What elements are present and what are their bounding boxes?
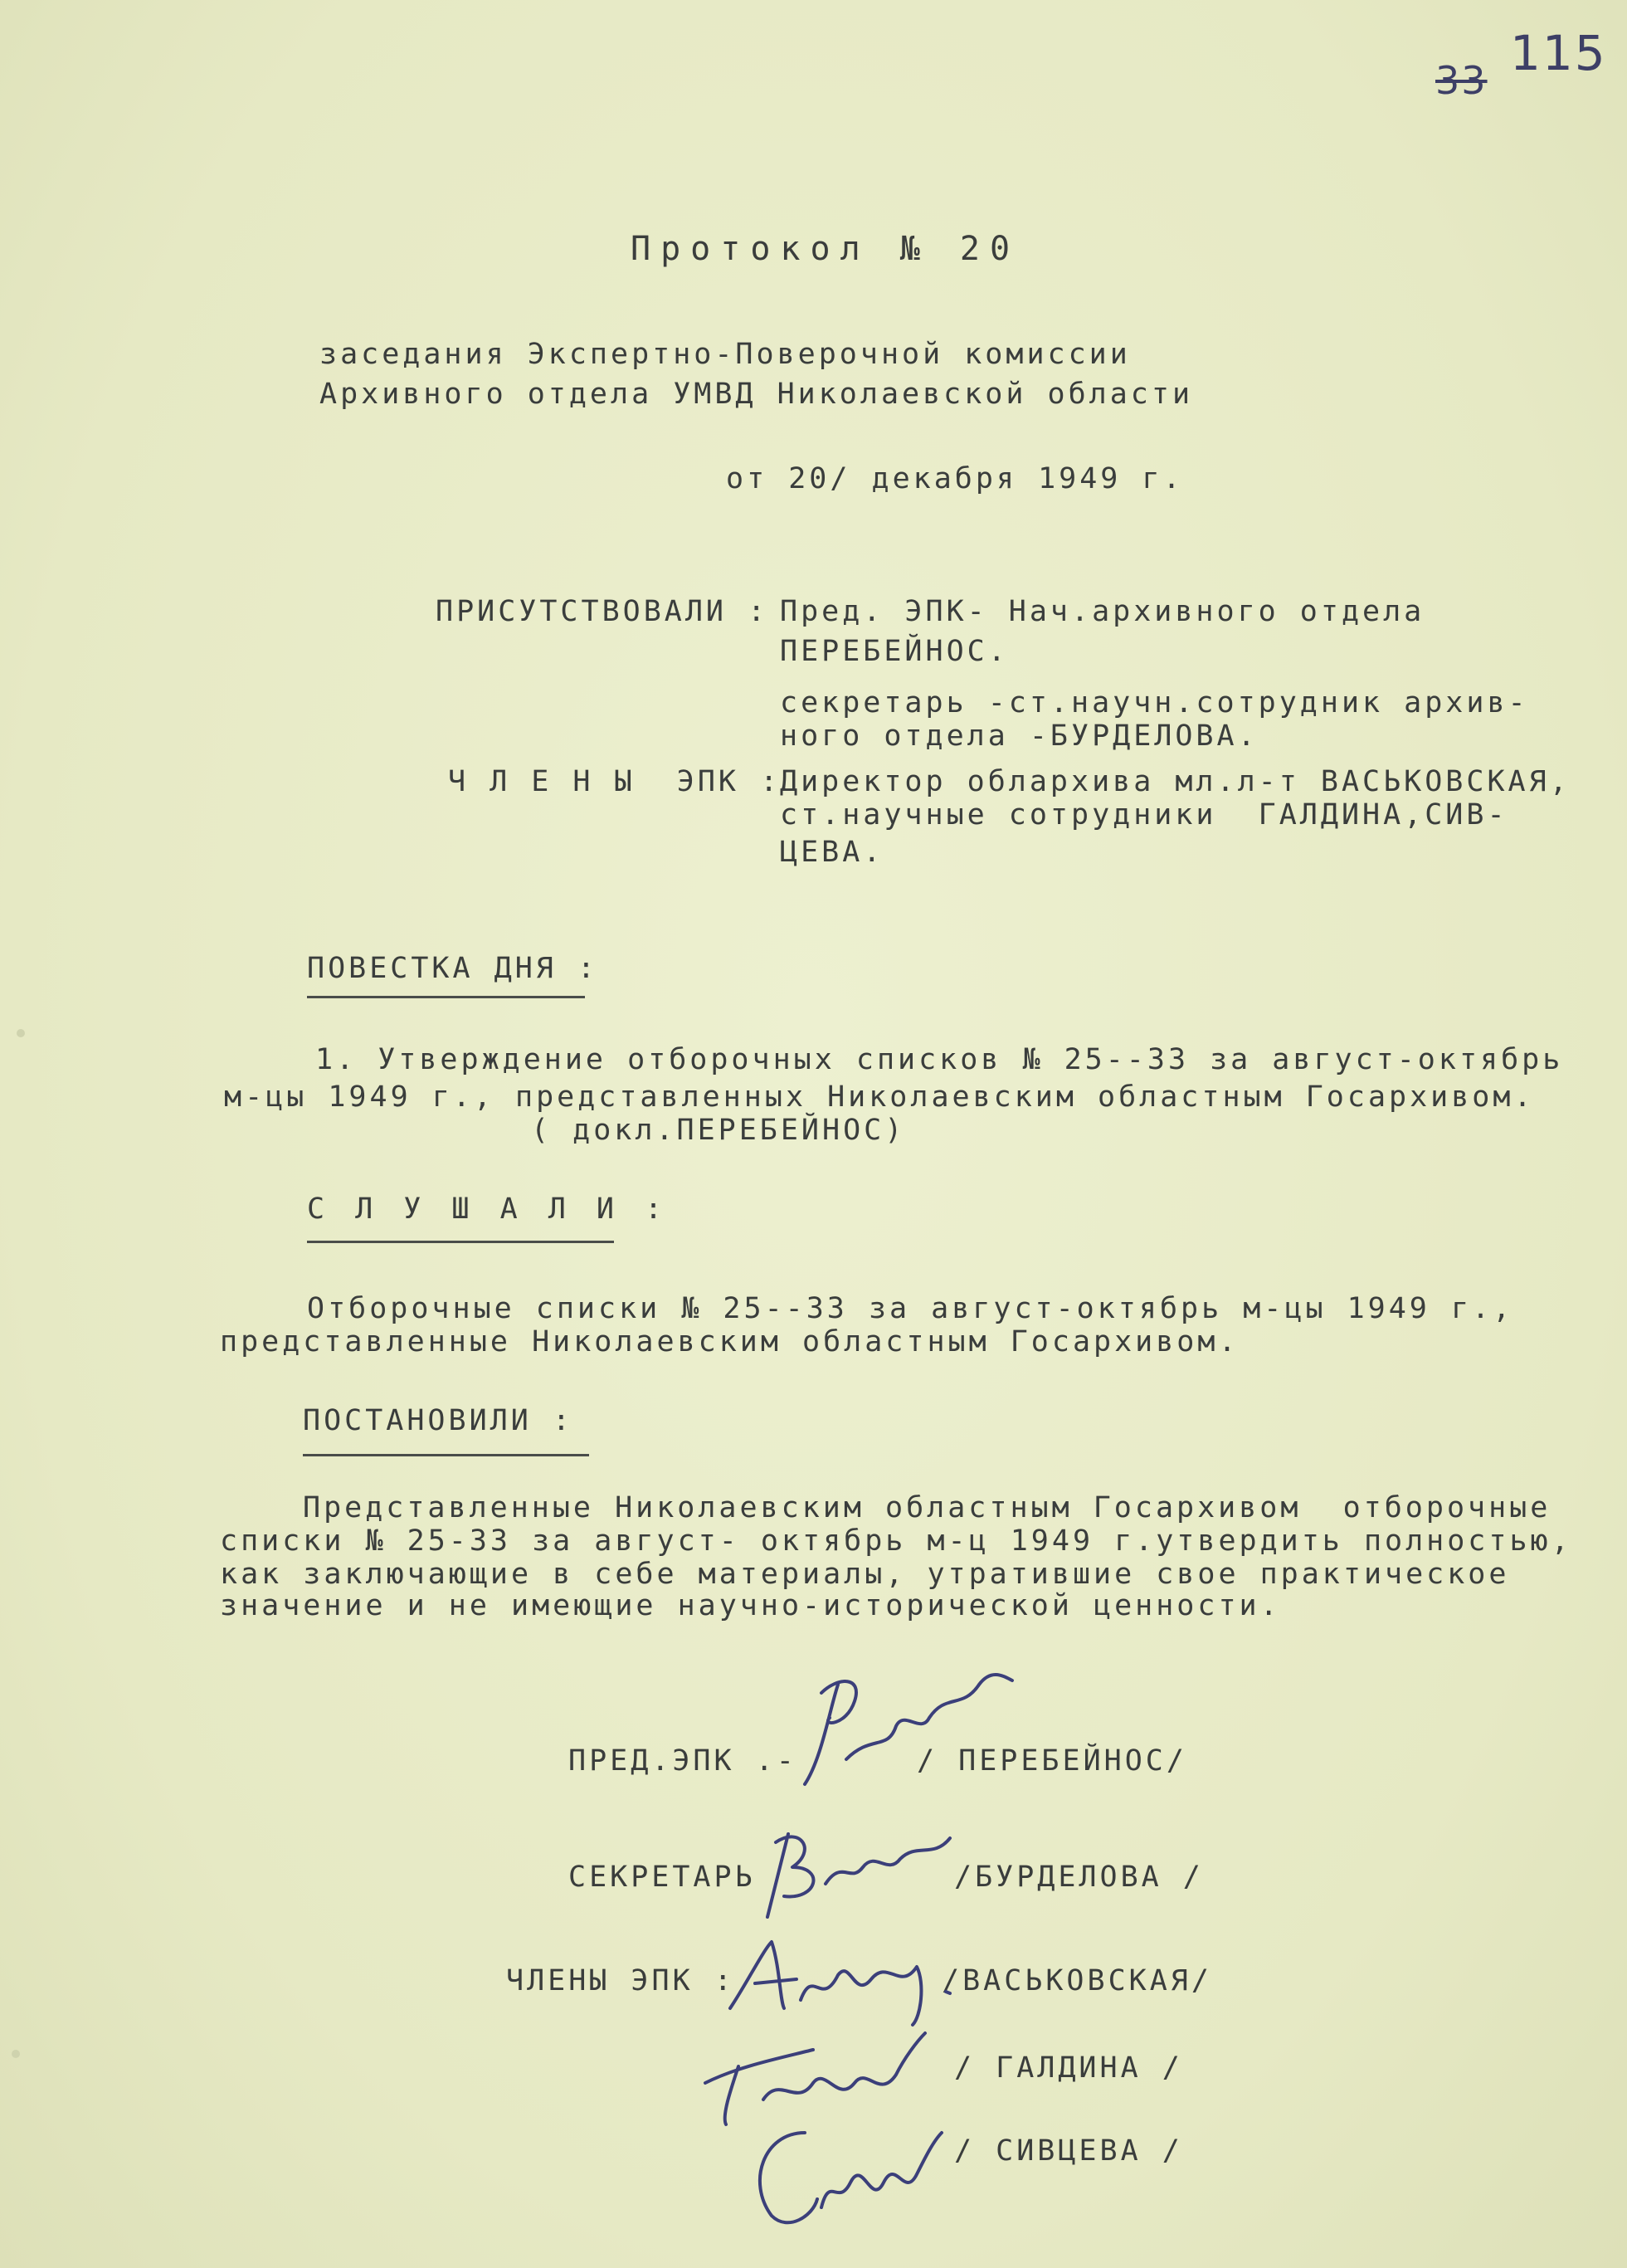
- resolved-line: значение и не имеющие научно-исторической ценности.: [220, 1589, 1281, 1622]
- resolved-underline: [303, 1454, 589, 1456]
- present-line: секретарь -ст.научн.сотрудник архив-: [780, 686, 1529, 719]
- signature-name: /ВАСЬКОВСКАЯ/: [942, 1964, 1212, 1997]
- document-date: от 20/ декабря 1949 г.: [726, 462, 1184, 495]
- signature-name: / СИВЦЕВА /: [954, 2134, 1183, 2168]
- handwritten-signature: [788, 1660, 1021, 1809]
- present-line: ПЕРЕБЕЙНОС.: [780, 635, 1009, 668]
- signature-name: / ГАЛДИНА /: [954, 2051, 1183, 2085]
- margin-mark: [12, 2050, 20, 2058]
- resolved-line: Представленные Николаевским областным Госархивом отборочные: [303, 1491, 1551, 1524]
- resolved-line: как заключающие в себе материалы, утратившие свое практическое: [220, 1558, 1510, 1591]
- members-line: Директор облархива мл.л-т ВАСЬКОВСКАЯ,: [780, 765, 1571, 798]
- present-line: ного отдела -БУРДЕЛОВА.: [780, 719, 1259, 753]
- agenda-line: ( докл.ПЕРЕБЕЙНОС): [531, 1114, 906, 1147]
- subtitle-line-1: заседания Экспертно-Поверочной комиссии: [319, 338, 1131, 371]
- members-label: Ч Л Е Н Ы ЭПК :: [448, 765, 782, 798]
- signature-role: СЕКРЕТАРЬ: [568, 1861, 756, 1894]
- subtitle-line-2: Архивного отдела УМВД Николаевской области: [319, 378, 1194, 411]
- heard-heading: С Л У Ш А Л И :: [307, 1193, 670, 1226]
- signature-name: / ПЕРЕБЕЙНОС/: [917, 1744, 1187, 1778]
- members-line: ЦЕВА.: [780, 836, 884, 869]
- resolved-heading: ПОСТАНОВИЛИ :: [303, 1404, 573, 1437]
- resolved-line: списки № 25-33 за август- октябрь м-ц 1949 г.утвердить полностью,: [220, 1524, 1572, 1558]
- margin-mark: [17, 1029, 25, 1037]
- handwritten-signature: [738, 2108, 954, 2241]
- signature-role: ЧЛЕНЫ ЭПК :: [506, 1964, 735, 1997]
- agenda-line: м-цы 1949 г., представленных Николаевским областным Госархивом.: [224, 1080, 1535, 1114]
- present-line: Пред. ЭПК- Нач.архивного отдела: [780, 595, 1425, 628]
- heard-underline: [307, 1241, 614, 1243]
- document-title: Протокол № 20: [631, 230, 1021, 268]
- signature-role: ПРЕД.ЭПК .-: [568, 1744, 797, 1778]
- agenda-line: 1. Утверждение отборочных списков № 25--33 за август-октябрь: [315, 1043, 1564, 1076]
- heard-line: Отборочные списки № 25--33 за август-октябрь м-цы 1949 г.,: [307, 1292, 1514, 1325]
- handwritten-signature: [751, 1817, 967, 1934]
- handwritten-signature: [722, 1934, 962, 2033]
- members-line: ст.научные сотрудники ГАЛДИНА,СИВ-: [780, 798, 1508, 832]
- signature-name: /БУРДЕЛОВА /: [954, 1861, 1204, 1894]
- agenda-heading: ПОВЕСТКА ДНЯ :: [307, 952, 599, 985]
- heard-line: представленные Николаевским областным Госархивом.: [220, 1325, 1240, 1358]
- old-page-number: 33: [1435, 58, 1488, 103]
- page-number: 115: [1510, 25, 1607, 81]
- agenda-underline: [307, 996, 585, 998]
- present-label: ПРИСУТСТВОВАЛИ :: [436, 595, 769, 628]
